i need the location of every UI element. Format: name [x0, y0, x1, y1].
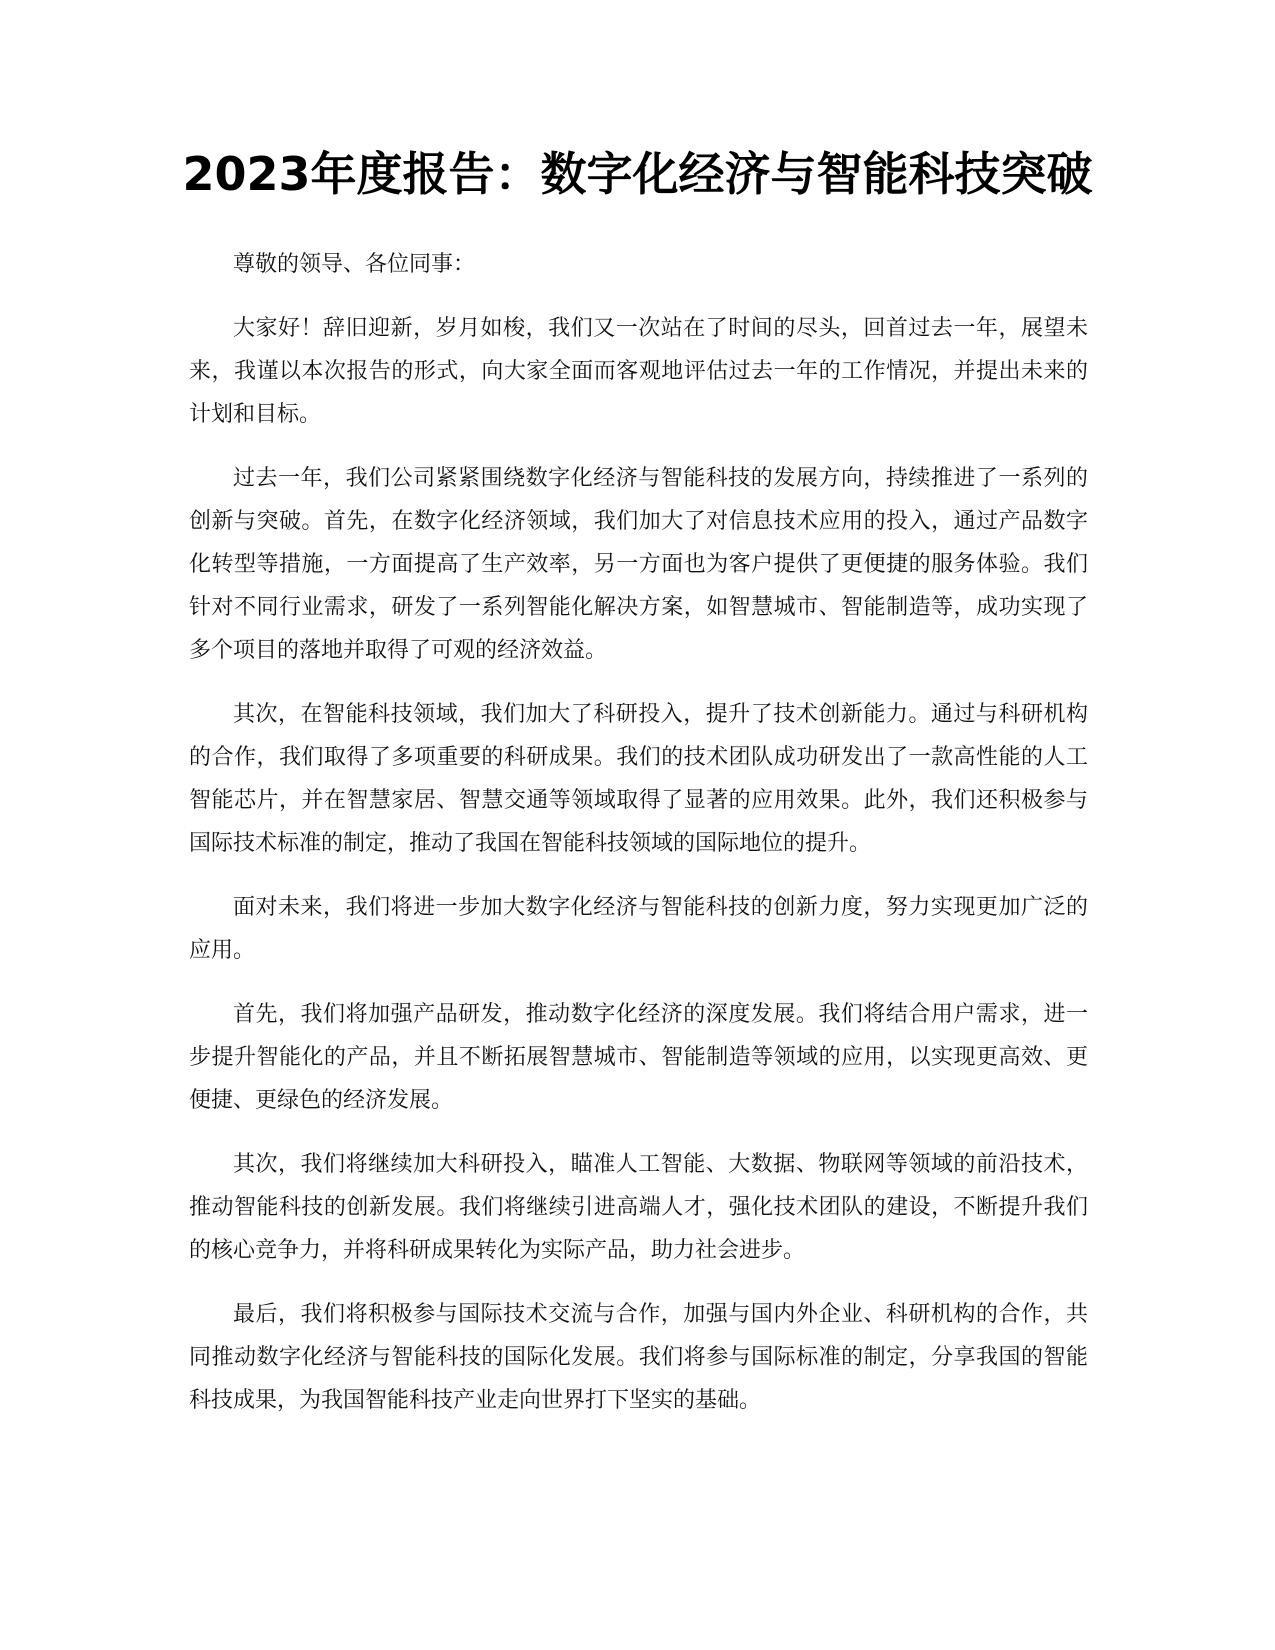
paragraph-plan-research: 其次，我们将继续加大科研投入，瞄准人工智能、大数据、物联网等领域的前沿技术，推动智能科技的创新发展。我们将继续引进高端人才，强化技术团队的建设，不断提升我们的核心竞争力，并将科研成果转化为实际产品，助力社会进步。: [189, 1152, 1088, 1263]
document-title: 2023年度报告：数字化经济与智能科技突破: [182, 147, 1093, 201]
paragraph-past-year: 过去一年，我们公司紧紧围绕数字化经济与智能科技的发展方向，持续推进了一系列的创新与突破。首先，在数字化经济领域，我们加大了对信息技术应用的投入，通过产品数字化转型等措施，一方面提高了生产效率，另一方面也为客户提供了更便捷的服务体验。我们针对不同行业需求，研发了一系列智能化解决方案，如智慧城市、智能制造等，成功实现了多个项目的落地并取得了可观的经济效益。: [189, 466, 1088, 663]
paragraph-plan-product: 首先，我们将加强产品研发，推动数字化经济的深度发展。我们将结合用户需求，进一步提升智能化的产品，并且不断拓展智慧城市、智能制造等领域的应用，以实现更高效、更便捷、更绿色的经济发展。: [189, 1002, 1088, 1113]
paragraph-salutation: 尊敬的领导、各位同事：: [233, 252, 476, 277]
document-body: [189, 243, 1088, 1443]
paragraph-greeting: 大家好！辞旧迎新，岁月如梭，我们又一次站在了时间的尽头，回首过去一年，展望未来，我谨以本次报告的形式，向大家全面而客观地评估过去一年的工作情况，并提出未来的计划和目标。: [189, 316, 1088, 427]
paragraph-tech-achievements: 其次，在智能科技领域，我们加大了科研投入，提升了技术创新能力。通过与科研机构的合作，我们取得了多项重要的科研成果。我们的技术团队成功研发出了一款高性能的人工智能芯片，并在智慧家居、智慧交通等领域取得了显著的应用效果。此外，我们还积极参与国际技术标准的制定，推动了我国在智能科技领域的国际地位的提升。: [189, 702, 1088, 856]
paragraph-plan-international: 最后，我们将积极参与国际技术交流与合作，加强与国内外企业、科研机构的合作，共同推动数字化经济与智能科技的国际化发展。我们将参与国际标准的制定，分享我国的智能科技成果，为我国智能科技产业走向世界打下坚实的基础。: [189, 1302, 1088, 1413]
paragraph-future-outlook: 面对未来，我们将进一步加大数字化经济与智能科技的创新力度，努力实现更加广泛的应用。: [189, 895, 1088, 963]
